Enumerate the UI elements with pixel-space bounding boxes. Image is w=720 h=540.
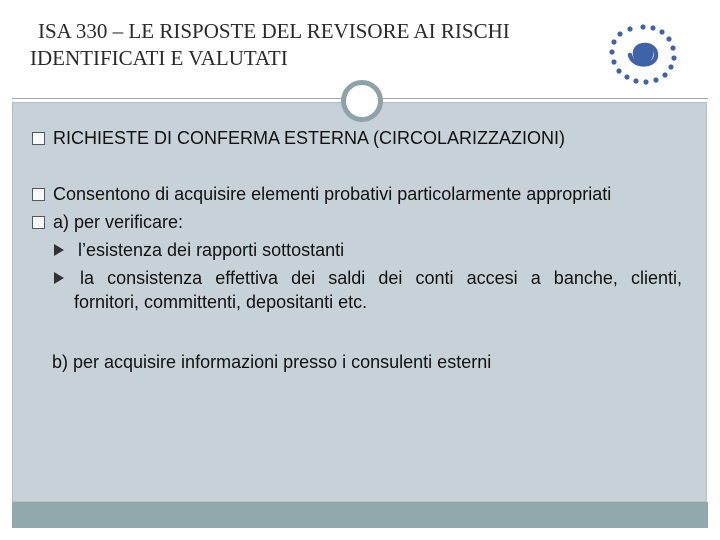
- heading-row: [32, 126, 565, 150]
- checkbox-bullet-icon: [32, 132, 45, 145]
- subbullet-text: fornitori, committenti, depositanti etc.: [74, 292, 368, 312]
- subbullet-row: [54, 266, 78, 290]
- paragraph-b-text: b) per acquisire informazioni presso i consulenti esterni: [52, 352, 492, 372]
- title-line-1: ISA 330 – LE RISPOSTE DEL REVISORE AI RISCHI: [38, 19, 510, 43]
- bullet-row: [32, 210, 183, 234]
- paragraph-b: [52, 350, 491, 374]
- ring-ornament-icon: [341, 80, 383, 122]
- subbullet-row: [54, 238, 344, 262]
- subbullet-text: l’esistenza dei rapporti sottostanti: [78, 240, 345, 260]
- bullet-row: [32, 182, 611, 206]
- arrowhead-bullet-icon: [54, 272, 64, 284]
- spiral-logo-icon: [604, 22, 682, 86]
- section-heading: RICHIESTE DI CONFERMA ESTERNA (CIRCOLARIZZAZIONI): [53, 128, 566, 148]
- bullet-text: a) per verificare:: [53, 212, 184, 232]
- subbullet-text: la consistenza effettiva dei saldi dei conti accesi a banche, clienti,: [80, 268, 682, 288]
- title-line-2: IDENTIFICATI E VALUTATI: [30, 46, 288, 70]
- checkbox-bullet-icon: [32, 188, 45, 201]
- slide-title: [30, 18, 590, 72]
- arrowhead-bullet-icon: [54, 244, 64, 256]
- subbullet-paragraph: [74, 266, 682, 314]
- bullet-text: Consentono di acquisire elementi probativi particolarmente appropriati: [53, 184, 612, 204]
- bottom-bar: [12, 502, 708, 528]
- checkbox-bullet-icon: [32, 216, 45, 229]
